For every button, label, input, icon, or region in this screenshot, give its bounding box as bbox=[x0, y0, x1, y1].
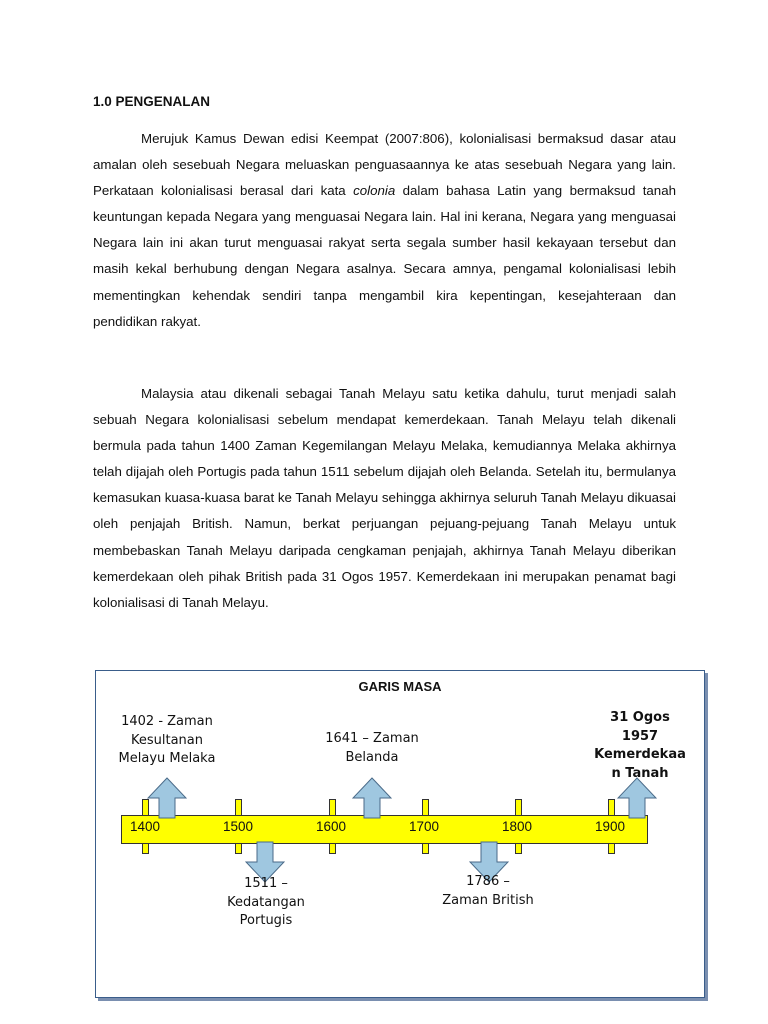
event-label-line: Portugis bbox=[239, 913, 293, 928]
event-label-1641 bbox=[307, 730, 437, 767]
year-label: 1600 bbox=[316, 819, 347, 834]
event-label-line: 1402 - Zaman bbox=[121, 714, 213, 729]
year-label: 1400 bbox=[130, 819, 161, 834]
section-heading: 1.0 PENGENALAN bbox=[93, 94, 211, 109]
event-label-line: 31 Ogos bbox=[610, 710, 670, 725]
paragraph-1 bbox=[93, 126, 676, 335]
event-label-1786 bbox=[426, 873, 550, 910]
event-label-1511 bbox=[206, 875, 326, 931]
paragraph-2: Malaysia atau dikenali sebagai Tanah Melayu satu ketika dahulu, turut menjadi salah sebuah Negara kolonialisasi sebelum mendapat kemerdekaan. Tanah Melayu telah dikenali bermula pada tahun 1400 Zaman Kegemilangan Melayu Melaka, kemudiannya Melaka akhirnya telah dijajah oleh Portugis pada tahun 1511 sebelum dijajah oleh Belanda. Setelah itu, bermulanya kemasukan kuasa-kuasa barat ke Tanah Melayu sehingga akhirnya seluruh Tanah Melayu dikuasai oleh penjajah British. Namun, berkat perjuangan pejuang-pejuang Tanah Melayu untuk membebaskan Tanah Melayu daripada cengkaman penjajah, akhirnya Tanah Melayu diberikan kemerdekaan oleh pihak British pada 31 Ogos 1957. Kemerdekaan ini merupakan penamat bagi kolonialisasi di Tanah Melayu. bbox=[93, 386, 676, 610]
up-arrow-icon bbox=[352, 777, 392, 819]
event-label-line: Melayu Melaka bbox=[118, 751, 216, 766]
year-label: 1700 bbox=[409, 819, 440, 834]
event-label-line: Zaman British bbox=[442, 892, 534, 908]
event-label-line: Belanda bbox=[345, 749, 399, 765]
event-label-line: n Tanah bbox=[611, 765, 669, 781]
paragraph-1-text-a: Merujuk Kamus Dewan edisi Keempat (2007:806), kolonialisasi bermaksud dasar atau amalan oleh sesebuah Negara meluaskan penguasaannya ke atas sesebuah Negara yang lain. Perkataan kolonialisasi berasal dari kata bbox=[93, 131, 676, 199]
event-label-line: Kemerdekaa bbox=[594, 747, 686, 762]
event-label-line: 1957 bbox=[621, 728, 659, 744]
event-label-line: 1786 – bbox=[466, 874, 510, 889]
event-label-1957 bbox=[584, 709, 696, 783]
event-label-line: Kesultanan bbox=[130, 732, 203, 748]
timeline-title: GARIS MASA bbox=[358, 679, 442, 694]
paragraph-1-italic: colonia bbox=[353, 183, 396, 199]
year-label: 1800 bbox=[502, 819, 533, 834]
up-arrow-icon bbox=[147, 777, 187, 819]
year-label: 1500 bbox=[223, 819, 254, 834]
timeline-bar bbox=[121, 815, 648, 844]
event-label-line: Kedatangan bbox=[227, 894, 305, 910]
up-arrow-icon bbox=[617, 777, 657, 819]
event-label-line: 1511 – bbox=[244, 876, 288, 891]
event-label-1402 bbox=[102, 713, 232, 769]
event-label-line: 1641 – Zaman bbox=[325, 731, 419, 746]
paragraph-1-text-b: dalam bahasa Latin yang bermaksud tanah keuntungan kepada Negara yang menguasai Negara lain. Hal ini kerana, Negara yang menguasai Negara lain ini akan turut menguasai rakyat serta segala sumber hasil kekayaan tersebut dan masih kekal berhubung dengan Negara asalnya. Secara amnya, pengamal kolonialisasi lebih mementingkan kehendak sendiri tanpa mengambil kira kepentingan, kesejahteraan dan pendidikan rakyat. bbox=[93, 183, 676, 329]
year-label: 1900 bbox=[595, 819, 626, 834]
timeline-box bbox=[95, 670, 705, 998]
